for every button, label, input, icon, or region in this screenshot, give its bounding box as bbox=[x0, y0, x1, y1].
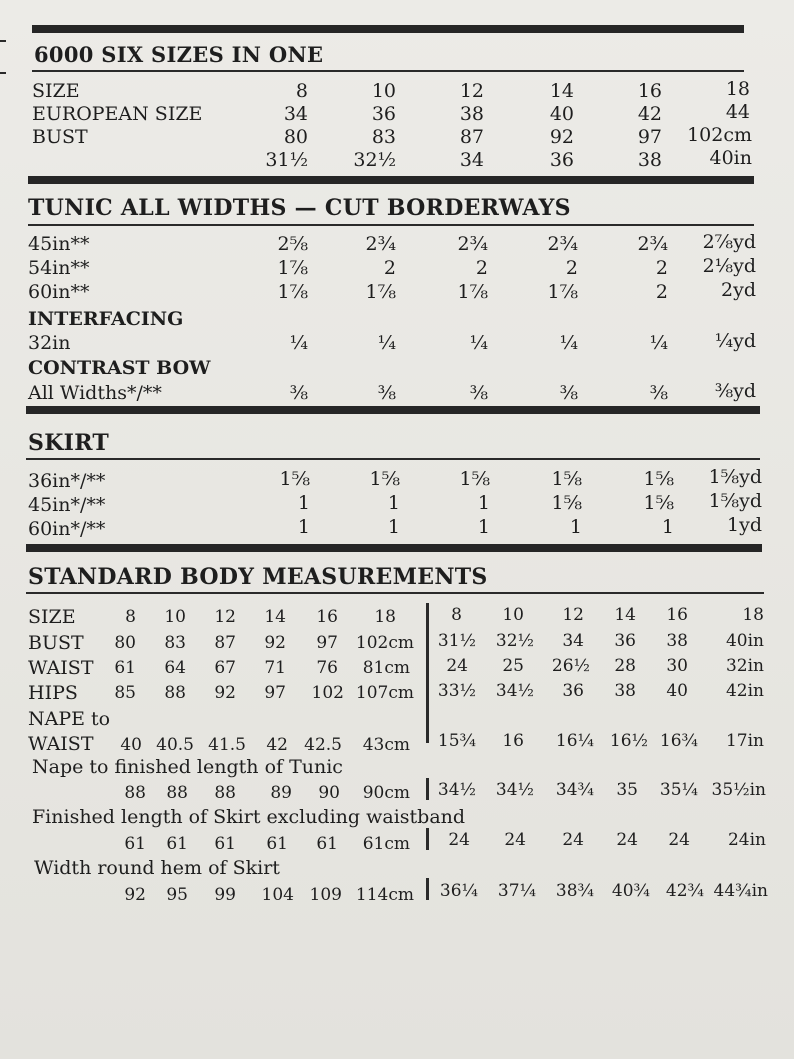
metric-cell: 107cm bbox=[355, 683, 414, 703]
imperial-cell: 36¼ bbox=[439, 881, 478, 901]
imperial-cell: 18 bbox=[742, 605, 764, 625]
imperial-cell: 16¾ bbox=[659, 731, 698, 751]
value-cell: 2 bbox=[475, 257, 488, 279]
row-heading-contrast-bow: CONTRAST BOW bbox=[28, 357, 211, 379]
metric-cell: 71 bbox=[264, 658, 286, 678]
value-cell: ¼ bbox=[469, 332, 488, 354]
value-cell: 2¾ bbox=[547, 233, 578, 255]
value-cell: 1⅞ bbox=[547, 281, 578, 303]
imperial-cell: 35¼ bbox=[659, 780, 698, 800]
value-cell: 92 bbox=[549, 126, 574, 148]
rule-thick bbox=[26, 544, 762, 552]
metric-cell: 18 bbox=[374, 607, 396, 627]
margin-mark bbox=[0, 40, 6, 42]
metric-cell: 83 bbox=[164, 633, 186, 653]
imperial-cell: 35 bbox=[616, 780, 638, 800]
imperial-cell: 16 bbox=[502, 731, 524, 751]
section-title-skirt: SKIRT bbox=[28, 430, 110, 456]
value-cell: 1⅝ bbox=[643, 492, 674, 514]
imperial-cell: 17in bbox=[725, 731, 764, 751]
imperial-cell: 8 bbox=[451, 605, 462, 625]
rule-thin bbox=[32, 70, 744, 72]
row-label: SIZE bbox=[32, 80, 80, 102]
metric-cell: 102cm bbox=[355, 633, 414, 653]
metric-cell: 61 bbox=[124, 834, 146, 854]
value-cell: 87 bbox=[459, 126, 484, 148]
margin-mark bbox=[0, 72, 6, 74]
value-cell: ⅜yd bbox=[714, 380, 756, 402]
imperial-cell: 10 bbox=[502, 605, 524, 625]
imperial-cell: 40in bbox=[725, 631, 764, 651]
imperial-cell: 42¾ bbox=[665, 881, 704, 901]
imperial-cell: 40¾ bbox=[611, 881, 650, 901]
row-label: 54in** bbox=[28, 257, 90, 279]
metric-cell: 114cm bbox=[355, 885, 414, 905]
value-cell: 1 bbox=[477, 492, 490, 514]
value-cell: ⅜ bbox=[377, 382, 396, 404]
value-cell: ⅜ bbox=[289, 382, 308, 404]
metric-cell: 97 bbox=[316, 633, 338, 653]
metric-cell: 61cm bbox=[362, 834, 410, 854]
value-cell: 1 bbox=[661, 516, 674, 538]
value-cell: 31½ bbox=[265, 149, 308, 171]
row-label: 60in*/** bbox=[28, 518, 106, 540]
value-cell: 1 bbox=[297, 516, 310, 538]
imperial-cell: 24 bbox=[616, 830, 638, 850]
value-cell: 32½ bbox=[353, 149, 396, 171]
metric-cell: 8 bbox=[125, 607, 136, 627]
imperial-cell: 25 bbox=[502, 656, 524, 676]
row-label: Width round hem of Skirt bbox=[34, 857, 280, 879]
imperial-cell: 28 bbox=[614, 656, 636, 676]
value-cell: 1yd bbox=[727, 514, 762, 536]
metric-cell: 67 bbox=[214, 658, 236, 678]
value-cell: 1⅝ bbox=[551, 492, 582, 514]
rule-thin bbox=[26, 458, 760, 460]
value-cell: 8 bbox=[295, 80, 308, 102]
row-label: Nape to finished length of Tunic bbox=[32, 756, 343, 778]
metric-cell: 42.5 bbox=[304, 735, 342, 755]
value-cell: ¼ bbox=[377, 332, 396, 354]
value-cell: 1⅝ bbox=[551, 468, 582, 490]
metric-cell: 90 bbox=[318, 783, 340, 803]
value-cell: 102cm bbox=[687, 124, 752, 146]
value-cell: 44 bbox=[725, 101, 750, 123]
imperial-cell: 24 bbox=[668, 830, 690, 850]
metric-cell: 41.5 bbox=[208, 735, 246, 755]
imperial-cell: 40 bbox=[666, 681, 688, 701]
metric-cell: 88 bbox=[214, 783, 236, 803]
section-title-sizes: 6000 SIX SIZES IN ONE bbox=[34, 42, 324, 67]
metric-cell: 88 bbox=[166, 783, 188, 803]
metric-cell: 99 bbox=[214, 885, 236, 905]
imperial-cell: 12 bbox=[562, 605, 584, 625]
imperial-cell: 24 bbox=[446, 656, 468, 676]
value-cell: 1 bbox=[569, 516, 582, 538]
metric-cell: 61 bbox=[166, 834, 188, 854]
imperial-cell: 30 bbox=[666, 656, 688, 676]
imperial-cell: 34½ bbox=[495, 780, 534, 800]
value-cell: 1 bbox=[387, 516, 400, 538]
metric-cell: 92 bbox=[124, 885, 146, 905]
metric-cell: 85 bbox=[114, 683, 136, 703]
metric-cell: 12 bbox=[214, 607, 236, 627]
value-cell: 2⅝ bbox=[277, 233, 308, 255]
imperial-cell: 34¾ bbox=[555, 780, 594, 800]
imperial-cell: 16 bbox=[666, 605, 688, 625]
metric-cell: 40 bbox=[120, 735, 142, 755]
imperial-cell: 31½ bbox=[437, 631, 476, 651]
value-cell: 2¾ bbox=[637, 233, 668, 255]
metric-cell: 88 bbox=[164, 683, 186, 703]
value-cell: 2 bbox=[383, 257, 396, 279]
metric-cell: 61 bbox=[266, 834, 288, 854]
metric-cell: 10 bbox=[164, 607, 186, 627]
imperial-cell: 34½ bbox=[495, 681, 534, 701]
row-label: BUST bbox=[32, 126, 88, 148]
rule-thin bbox=[28, 224, 754, 226]
value-cell: 34 bbox=[283, 103, 308, 125]
imperial-cell: 16½ bbox=[609, 731, 648, 751]
value-cell: 14 bbox=[549, 80, 574, 102]
value-cell: 40in bbox=[709, 147, 752, 169]
imperial-cell: 24 bbox=[448, 830, 470, 850]
row-label: NAPE to bbox=[28, 708, 111, 730]
metric-cell: 14 bbox=[264, 607, 286, 627]
metric-cell: 61 bbox=[114, 658, 136, 678]
value-cell: 38 bbox=[637, 149, 662, 171]
value-cell: 40 bbox=[549, 103, 574, 125]
value-cell: ¼yd bbox=[714, 330, 756, 352]
value-cell: 12 bbox=[459, 80, 484, 102]
value-cell: 1⅞ bbox=[457, 281, 488, 303]
value-cell: 1⅞ bbox=[365, 281, 396, 303]
value-cell: 1⅝ bbox=[369, 468, 400, 490]
metric-cell: 88 bbox=[124, 783, 146, 803]
row-label: 60in** bbox=[28, 281, 90, 303]
metric-cell: 61 bbox=[214, 834, 236, 854]
value-cell: 36 bbox=[549, 149, 574, 171]
metric-cell: 97 bbox=[264, 683, 286, 703]
metric-cell: 92 bbox=[214, 683, 236, 703]
section-title-tunic: TUNIC ALL WIDTHS — CUT BORDERWAYS bbox=[28, 195, 571, 221]
metric-cell: 102 bbox=[311, 683, 344, 703]
value-cell: 1⅞ bbox=[277, 257, 308, 279]
value-cell: 1 bbox=[387, 492, 400, 514]
value-cell: 36 bbox=[371, 103, 396, 125]
imperial-cell: 35½in bbox=[711, 780, 766, 800]
metric-cell: 43cm bbox=[362, 735, 410, 755]
metric-cell: 109 bbox=[309, 885, 342, 905]
value-cell: ¼ bbox=[649, 332, 668, 354]
imperial-cell: 38¾ bbox=[555, 881, 594, 901]
row-label: 36in*/** bbox=[28, 470, 106, 492]
metric-cell: 80 bbox=[114, 633, 136, 653]
row-heading-interfacing: INTERFACING bbox=[28, 308, 184, 330]
metric-cell: 16 bbox=[316, 607, 338, 627]
metric-cell: 90cm bbox=[362, 783, 410, 803]
column-divider bbox=[426, 828, 429, 850]
column-divider bbox=[426, 603, 429, 743]
value-cell: 1⅝ bbox=[279, 468, 310, 490]
imperial-cell: 34 bbox=[562, 631, 584, 651]
rule-thick bbox=[26, 406, 760, 414]
value-cell: ¼ bbox=[559, 332, 578, 354]
row-label: WAIST bbox=[28, 657, 94, 679]
imperial-cell: 37¼ bbox=[497, 881, 536, 901]
metric-cell: 87 bbox=[214, 633, 236, 653]
value-cell: 1 bbox=[297, 492, 310, 514]
value-cell: 2⅞yd bbox=[702, 231, 756, 253]
imperial-cell: 44¾in bbox=[713, 881, 768, 901]
metric-cell: 95 bbox=[166, 885, 188, 905]
metric-cell: 92 bbox=[264, 633, 286, 653]
value-cell: 1⅞ bbox=[277, 281, 308, 303]
value-cell: 1⅝ bbox=[643, 468, 674, 490]
value-cell: 83 bbox=[371, 126, 396, 148]
metric-cell: 42 bbox=[266, 735, 288, 755]
imperial-cell: 36 bbox=[562, 681, 584, 701]
row-label: BUST bbox=[28, 632, 84, 654]
imperial-cell: 32in bbox=[725, 656, 764, 676]
value-cell: 10 bbox=[371, 80, 396, 102]
metric-cell: 76 bbox=[316, 658, 338, 678]
value-cell: ⅜ bbox=[649, 382, 668, 404]
imperial-cell: 14 bbox=[614, 605, 636, 625]
value-cell: 1 bbox=[477, 516, 490, 538]
imperial-cell: 36 bbox=[614, 631, 636, 651]
imperial-cell: 42in bbox=[725, 681, 764, 701]
metric-cell: 104 bbox=[261, 885, 294, 905]
value-cell: 42 bbox=[637, 103, 662, 125]
metric-cell: 40.5 bbox=[156, 735, 194, 755]
row-label: SIZE bbox=[28, 606, 76, 628]
row-label: EUROPEAN SIZE bbox=[32, 103, 203, 125]
imperial-cell: 38 bbox=[614, 681, 636, 701]
value-cell: 2 bbox=[655, 281, 668, 303]
value-cell: 2¾ bbox=[457, 233, 488, 255]
imperial-cell: 34½ bbox=[437, 780, 476, 800]
value-cell: 2¾ bbox=[365, 233, 396, 255]
value-cell: 2 bbox=[655, 257, 668, 279]
imperial-cell: 26½ bbox=[551, 656, 590, 676]
column-divider bbox=[426, 778, 429, 800]
value-cell: 2⅛yd bbox=[702, 255, 756, 277]
imperial-cell: 24in bbox=[727, 830, 766, 850]
value-cell: 2yd bbox=[721, 279, 756, 301]
value-cell: 80 bbox=[283, 126, 308, 148]
value-cell: 1⅝ bbox=[459, 468, 490, 490]
value-cell: 1⅝yd bbox=[708, 466, 762, 488]
rule-thick bbox=[28, 176, 754, 184]
imperial-cell: 38 bbox=[666, 631, 688, 651]
value-cell: ⅜ bbox=[469, 382, 488, 404]
rule-thick bbox=[32, 25, 744, 33]
row-label: Finished length of Skirt excluding waistband bbox=[32, 806, 466, 828]
imperial-cell: 32½ bbox=[495, 631, 534, 651]
value-cell: ¼ bbox=[289, 332, 308, 354]
value-cell: 2 bbox=[565, 257, 578, 279]
imperial-cell: 33½ bbox=[437, 681, 476, 701]
imperial-cell: 24 bbox=[562, 830, 584, 850]
rule-thin bbox=[26, 592, 764, 594]
metric-cell: 89 bbox=[270, 783, 292, 803]
value-cell: ⅜ bbox=[559, 382, 578, 404]
row-label: HIPS bbox=[28, 682, 78, 704]
metric-cell: 61 bbox=[316, 834, 338, 854]
row-label: 45in*/** bbox=[28, 494, 106, 516]
section-title-body: STANDARD BODY MEASUREMENTS bbox=[28, 564, 488, 590]
value-cell: 18 bbox=[725, 78, 750, 100]
value-cell: 38 bbox=[459, 103, 484, 125]
row-label: 32in bbox=[28, 332, 71, 354]
row-label: All Widths*/** bbox=[28, 382, 162, 404]
imperial-cell: 15¾ bbox=[437, 731, 476, 751]
metric-cell: 81cm bbox=[362, 658, 410, 678]
value-cell: 16 bbox=[637, 80, 662, 102]
imperial-cell: 24 bbox=[504, 830, 526, 850]
value-cell: 97 bbox=[637, 126, 662, 148]
value-cell: 34 bbox=[459, 149, 484, 171]
row-label: WAIST bbox=[28, 733, 94, 755]
row-label: 45in** bbox=[28, 233, 90, 255]
metric-cell: 64 bbox=[164, 658, 186, 678]
column-divider bbox=[426, 878, 429, 900]
value-cell: 1⅝yd bbox=[708, 490, 762, 512]
imperial-cell: 16¼ bbox=[555, 731, 594, 751]
